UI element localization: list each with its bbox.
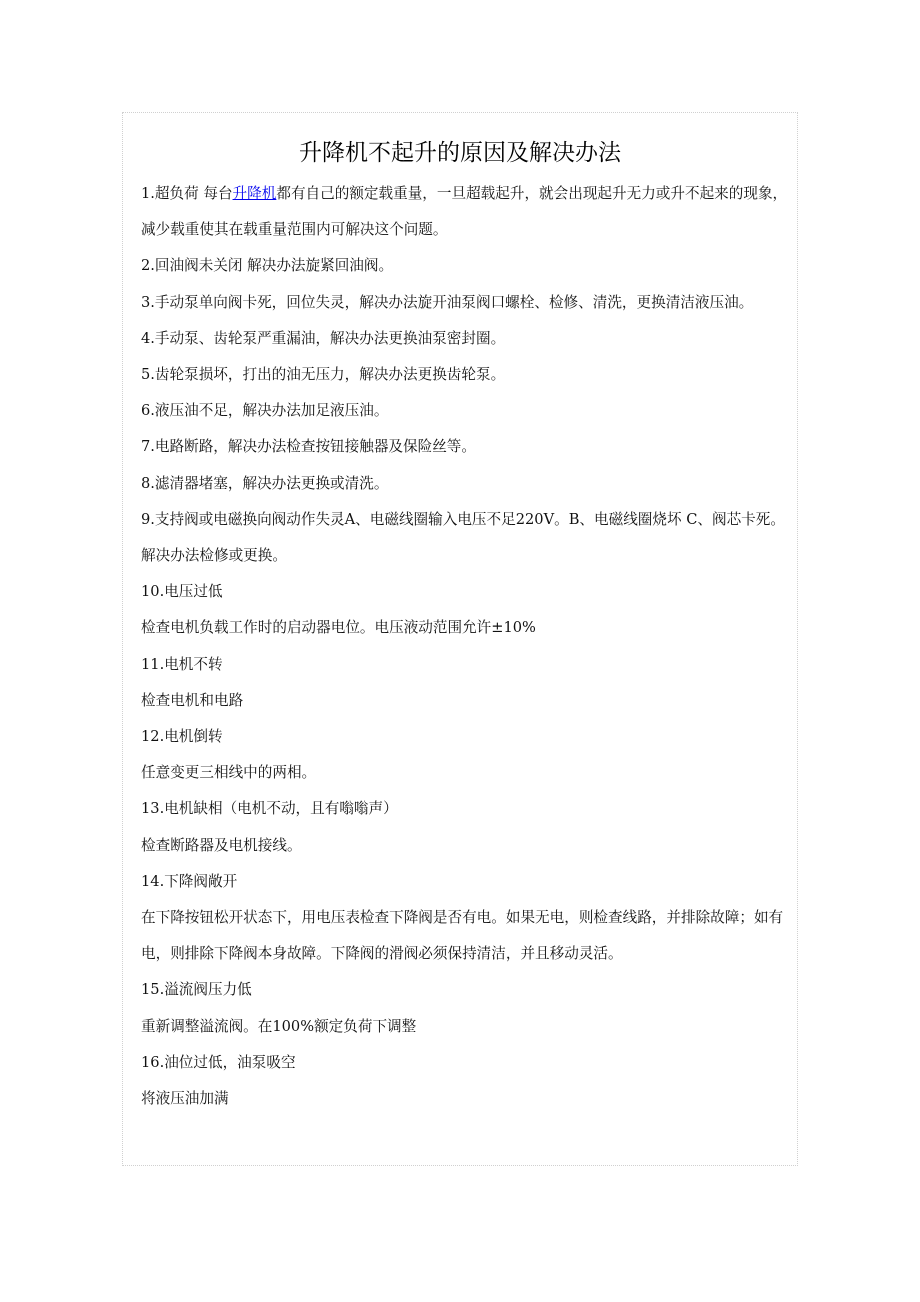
paragraph: 16.油位过低，油泵吸空 [141,1053,296,1071]
document-page [122,112,798,1166]
paragraph: 13.电机缺相（电机不动，且有嗡嗡声） [141,800,398,818]
document-body [141,176,789,1117]
paragraph: 14.下降阀敞开 [141,872,238,890]
paragraph: 2.回油阀未关闭 解决办法旋紧回油阀。 [141,257,394,275]
paragraph-1 [141,176,789,248]
paragraph: 12.电机倒转 [141,728,223,746]
paragraph: 检查电机负载工作时的启动器电位。电压液动范围允许±10% [141,619,536,637]
paragraph: 重新调整溢流阀。在100%额定负荷下调整 [141,1017,417,1035]
paragraph-list [141,248,789,1117]
paragraph: 在下降按钮松开状态下，用电压表检查下降阀是否有电。如果无电，则检查线路，并排除故障；如有电，则排除下降阀本身故障。下降阀的滑阀必须保持清洁，并且移动灵活。 [141,909,784,963]
paragraph: 15.溢流阀压力低 [141,981,252,999]
lift-link[interactable]: 升降机 [232,185,277,202]
paragraph: 7.电路断路，解决办法检查按钮接触器及保险丝等。 [141,438,476,456]
paragraph: 4.手动泵、齿轮泵严重漏油，解决办法更换油泵密封圈。 [141,329,506,347]
paragraph: 6.液压油不足，解决办法加足液压油。 [141,402,389,420]
paragraph: 9.支持阀或电磁换向阀动作失灵A、电磁线圈输入电压不足220V。B、电磁线圈烧坏 C、阀芯卡死。解决办法检修或更换。 [141,510,785,565]
paragraph: 5.齿轮泵损坏，打出的油无压力，解决办法更换齿轮泵。 [141,366,506,384]
paragraph: 将液压油加满 [141,1090,229,1108]
paragraph: 3.手动泵单向阀卡死，回位失灵，解决办法旋开油泵阀口螺栓、检修、清洗，更换清洁液压油。 [141,293,754,311]
paragraph: 8.滤清器堵塞，解决办法更换或清洗。 [141,474,389,492]
paragraph: 10.电压过低 [141,583,223,601]
paragraph: 11.电机不转 [141,655,223,673]
paragraph-text: 都有自己的额定载重量，一旦超载起升，就会出现起升无力或升不起来的现象，减少载重使其在载重量范围内可解决这个问题。 [141,185,788,239]
paragraph: 检查电机和电路 [141,691,244,709]
document-title: 升降机不起升的原因及解决办法 [299,140,621,166]
paragraph: 任意变更三相线中的两相。 [141,764,317,782]
paragraph: 检查断路器及电机接线。 [141,836,302,854]
paragraph-text: 1.超负荷 每台 [141,185,233,202]
